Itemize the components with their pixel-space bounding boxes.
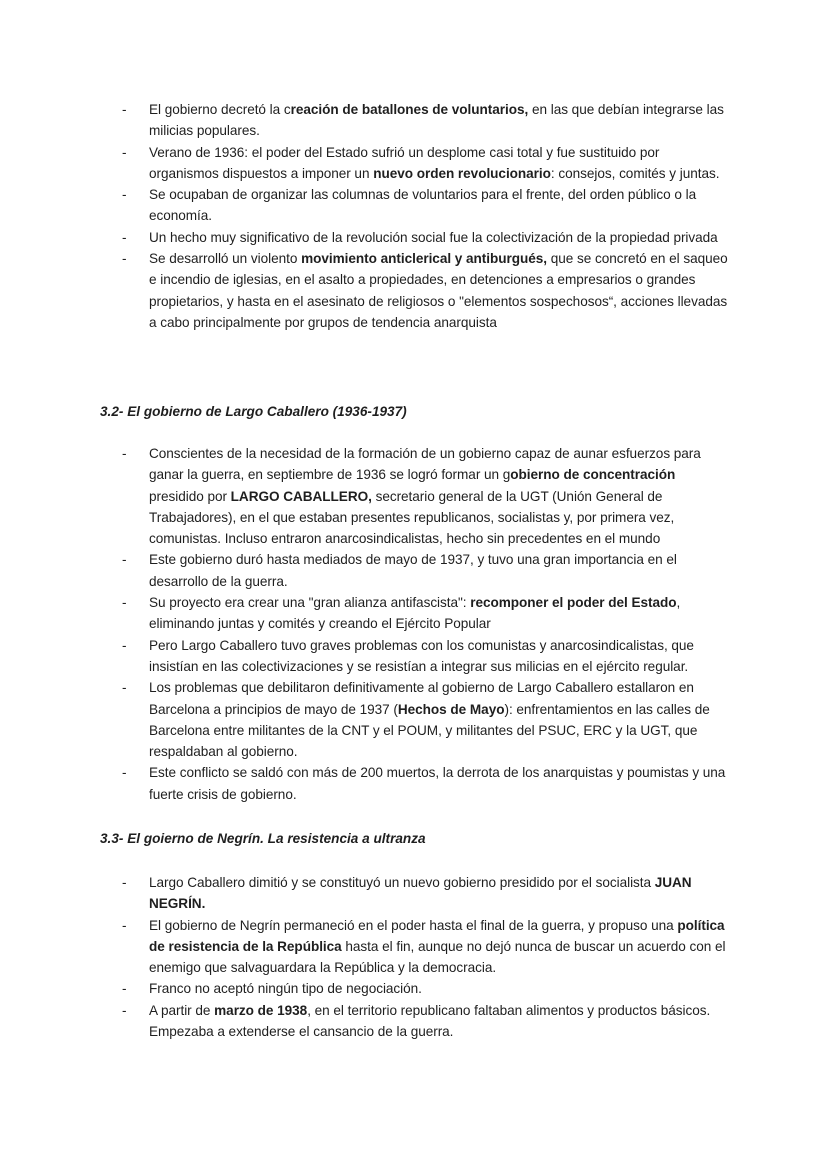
text-run: Un hecho muy significativo de la revolución social fue la colectivización de la propiedad privada xyxy=(149,229,718,245)
text-run: : consejos, comités y juntas. xyxy=(550,165,720,181)
text-run: Conscientes de la necesidad de la formación de un gobierno capaz de aunar esfuerzos para ganar la guerra, en septiembre de 1936 se logró formar un g xyxy=(149,446,701,483)
list-item xyxy=(122,635,732,678)
bullet-dash: - xyxy=(122,680,127,696)
text-run: en las que debían integrarse las milicias populares. xyxy=(149,102,724,139)
section2-list xyxy=(122,443,732,805)
bold-text-run: recomponer el poder del Estado xyxy=(470,595,677,611)
section2-heading: 3.2- El gobierno de Largo Caballero (1936-1937) xyxy=(100,404,407,419)
list-item xyxy=(122,978,732,999)
bold-text-run: LARGO CABALLERO, xyxy=(230,488,372,504)
bullet-dash: - xyxy=(122,102,127,117)
bold-text-run: Hechos de Mayo xyxy=(397,701,505,717)
list-item xyxy=(122,443,732,549)
list-item xyxy=(122,549,732,592)
text-run: Se desarrolló un violento xyxy=(149,251,302,267)
text-run: secretario general de la UGT (Unión General de Trabajadores), en el que estaban presentes republicanos, socialistas y, por primera vez, comunistas. Incluso entraron anarcosindicalistas, hecho sin precedentes en el mundo xyxy=(149,488,675,547)
text-run: Los problemas que debilitaron definitivamente al gobierno de Largo Caballero estallaron en Barcelona a principios de mayo de 1937 ( xyxy=(149,680,694,717)
bullet-dash: - xyxy=(122,637,127,653)
list-item xyxy=(122,677,732,762)
list-item xyxy=(122,915,732,979)
list-item xyxy=(122,184,732,227)
bullet-dash: - xyxy=(122,446,127,461)
bold-text-run: nuevo orden revolucionario xyxy=(373,165,551,181)
list-item xyxy=(122,872,732,915)
list-item xyxy=(122,227,732,248)
bullet-dash: - xyxy=(122,875,127,890)
bullet-dash: - xyxy=(122,552,127,568)
text-run: hasta el fin, aunque no dejó nunca de buscar un acuerdo con el enemigo que salvaguardara la República y la democracia. xyxy=(149,938,726,976)
bullet-dash: - xyxy=(122,251,127,267)
text-run: que se concretó en el saqueo e incendio de iglesias, en el asalto a propiedades, en detenciones a empresarios o grandes propietarios, y hasta en el asesinato de religiosos o "elementos sospechosos“, acciones llevadas a cabo principalmente por grupos de tendencia anarquista xyxy=(149,251,728,330)
text-run: Este conflicto se saldó con más de 200 muertos, la derrota de los anarquistas y poumistas y una fuerte crisis de gobierno. xyxy=(149,765,726,802)
text-run: , eliminando juntas y comités y creando el Ejército Popular xyxy=(149,595,681,632)
bullet-dash: - xyxy=(122,1002,127,1018)
text-run: ): enfrentamientos en las calles de Barcelona entre militantes de la CNT y el POUM, y militantes del PSUC, ERC y la UGT, que respaldaban al gobierno. xyxy=(149,701,710,760)
text-run: Se ocupaban de organizar las columnas de voluntarios para el frente, del orden público o la economía. xyxy=(149,187,697,224)
list-item xyxy=(122,142,732,185)
bullet-dash: - xyxy=(122,229,127,245)
bold-text-run: JUAN NEGRÍN. xyxy=(149,875,692,912)
bold-text-run: obierno de concentración xyxy=(510,467,676,483)
text-run: El gobierno de Negrín permaneció en el poder hasta el final de la guerra, y propuso una xyxy=(149,917,678,933)
bullet-dash: - xyxy=(122,187,127,203)
text-run: presidido por xyxy=(149,488,231,504)
text-run: Largo Caballero dimitió y se constituyó un nuevo gobierno presidido por el socialista xyxy=(149,875,655,890)
bold-text-run: reación de batallones de voluntarios, xyxy=(290,102,529,117)
text-run: Franco no aceptó ningún tipo de negociación. xyxy=(149,981,422,997)
text-run: A partir de xyxy=(149,1002,215,1018)
text-run: El gobierno decretó la c xyxy=(149,102,291,117)
bullet-dash: - xyxy=(122,981,127,997)
text-run: Pero Largo Caballero tuvo graves problemas con los comunistas y anarcosindicalistas, que insistían en las colectivizaciones y se resistían a integrar sus milicias en el ejército regular. xyxy=(149,637,694,674)
list-item xyxy=(122,248,732,333)
bullet-dash: - xyxy=(122,144,127,160)
bullet-dash: - xyxy=(122,595,127,611)
list-item xyxy=(122,592,732,635)
bold-text-run: movimiento anticlerical y antiburgués, xyxy=(301,251,547,267)
bullet-dash: - xyxy=(122,765,127,781)
bullet-dash: - xyxy=(122,917,127,933)
text-run: Verano de 1936: el poder del Estado sufrió un desplome casi total y fue sustituido por organismos dispuestos a imponer un xyxy=(149,144,660,181)
text-run: Su proyecto era crear una "gran alianza antifascista": xyxy=(149,595,471,611)
list-item xyxy=(122,762,732,805)
bold-text-run: política de resistencia de la República xyxy=(149,917,725,954)
text-run: , en el territorio republicano faltaban alimentos y productos básicos. Empezaba a extenderse el cansancio de la guerra. xyxy=(149,1002,711,1040)
list-item xyxy=(122,99,732,142)
section1-list xyxy=(122,99,732,333)
list-item xyxy=(122,1000,732,1043)
bold-text-run: marzo de 1938 xyxy=(214,1002,308,1018)
text-run: Este gobierno duró hasta mediados de mayo de 1937, y tuvo una gran importancia en el desarrollo de la guerra. xyxy=(149,552,677,589)
section3-heading: 3.3- El goierno de Negrín. La resistencia a ultranza xyxy=(100,831,426,846)
section3-list xyxy=(122,872,732,1042)
